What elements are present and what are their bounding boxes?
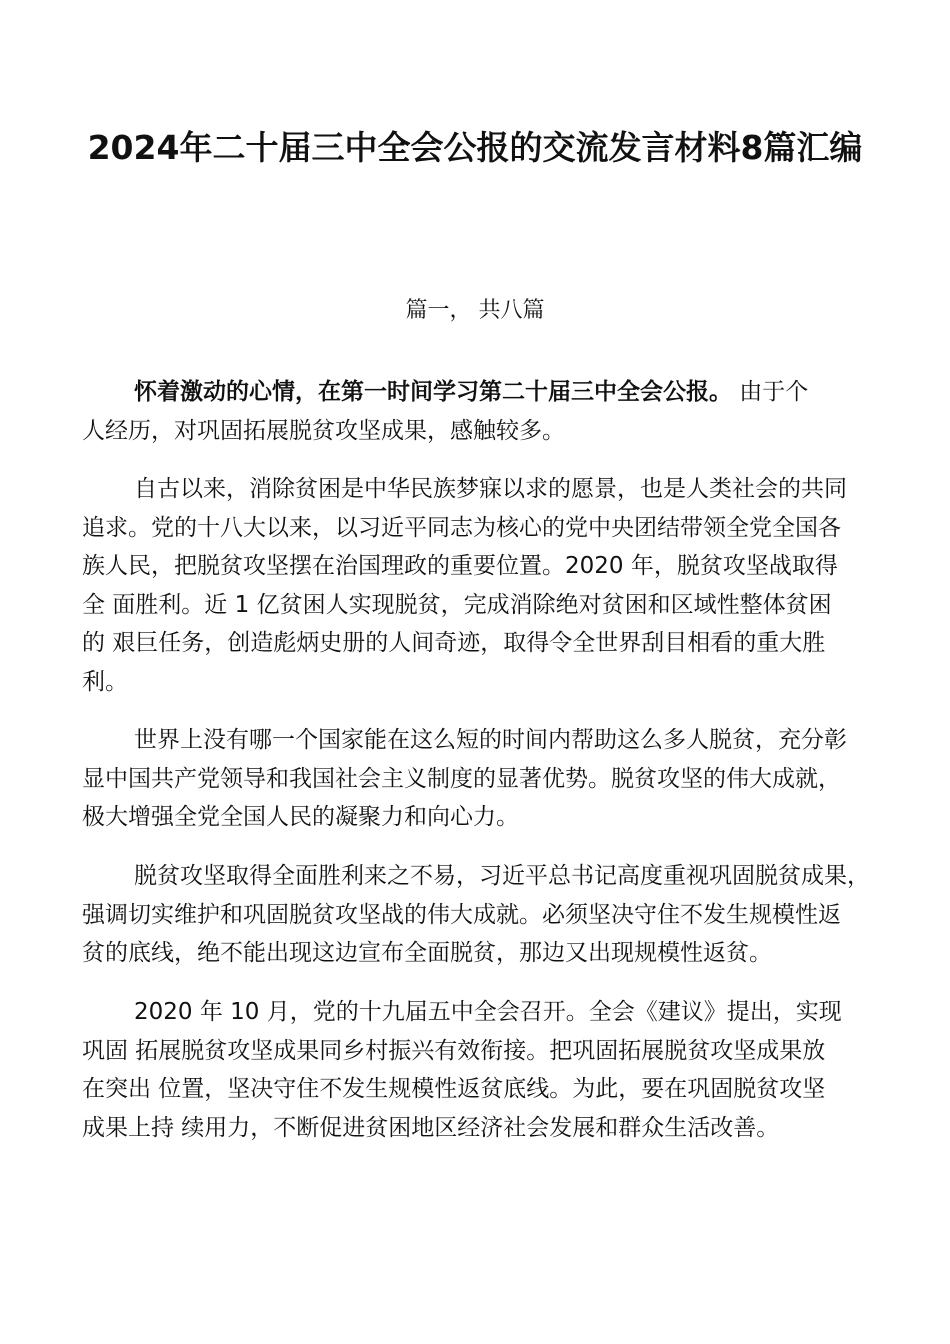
paragraph-line: 脱贫攻坚取得全面胜利来之不易，习近平总书记高度重视巩固脱贫成果， [134,863,870,889]
paragraph-line: 的 艰巨任务，创造彪炳史册的人间奇迹，取得令全世界刮目相看的重大胜 [82,630,826,656]
paragraph-line: 在突出 位置，坚决守住不发生规模性返贫底线。为此，要在巩固脱贫攻坚 [82,1076,826,1102]
paragraph-line: 强调切实维护和巩固脱贫攻坚战的伟大成就。必须坚决守住不发生规模性返 [82,901,841,928]
section-heading: 篇一， 共八篇 [405,298,545,323]
paragraph-text: 由于个 [732,379,809,405]
paragraph-line: 贫的底线，绝不能出现这边宣布全面脱贫，那边又出现规模性返贫。 [82,940,772,966]
paragraph-line: 族人民，把脱贫攻坚摆在治国理政的重要位置。2020 年，脱贫攻坚战取得 [82,553,838,579]
paragraph-2 [82,470,882,701]
paragraph-line: 追求。党的十八大以来，以习近平同志为核心的党中央团结带领全党全国各 [82,514,841,541]
paragraph-line: 自古以来，消除贫困是中华民族梦寐以求的愿景，也是人类社会的共同 [134,476,847,502]
paragraph-line: 利。 [82,668,128,695]
paragraph-5 [82,993,882,1147]
paragraph-line: 人经历，对巩固拓展脱贫攻坚成果，感触较多。 [82,417,565,444]
paragraph-line: 全 面胜利。近 1 亿贫困人实现脱贫，完成消除绝对贫困和区域性整体贫困 [82,591,832,618]
paragraph-line: 成果上持 续用力，不断促进贫困地区经济社会发展和群众生活改善。 [82,1114,780,1141]
paragraph-3 [82,721,882,837]
paragraph-line [82,373,882,412]
document-title: 2024年二十届三中全会公报的交流发言材料8篇汇编 [87,128,863,167]
paragraph-line: 世界上没有哪一个国家能在这么短的时间内帮助这么多人脱贫，充分彰 [134,727,847,753]
paragraph-lead: 怀着激动的心情，在第一时间学习第二十届三中全会公报。 [134,379,732,405]
paragraph-line: 巩固 拓展脱贫攻坚成果同乡村振兴有效衔接。把巩固拓展脱贫攻坚成果放 [82,1037,826,1064]
paragraph-line: 2020 年 10 月，党的十九届五中全会召开。全会《建议》提出，实现 [134,999,842,1025]
paragraph-4 [82,857,882,973]
paragraph-line: 显中国共产党领导和我国社会主义制度的显著优势。脱贫攻坚的伟大成就， [82,765,841,792]
paragraph-1 [82,373,882,450]
paragraph-line: 极大增强全党全国人民的凝聚力和向心力。 [82,804,519,830]
